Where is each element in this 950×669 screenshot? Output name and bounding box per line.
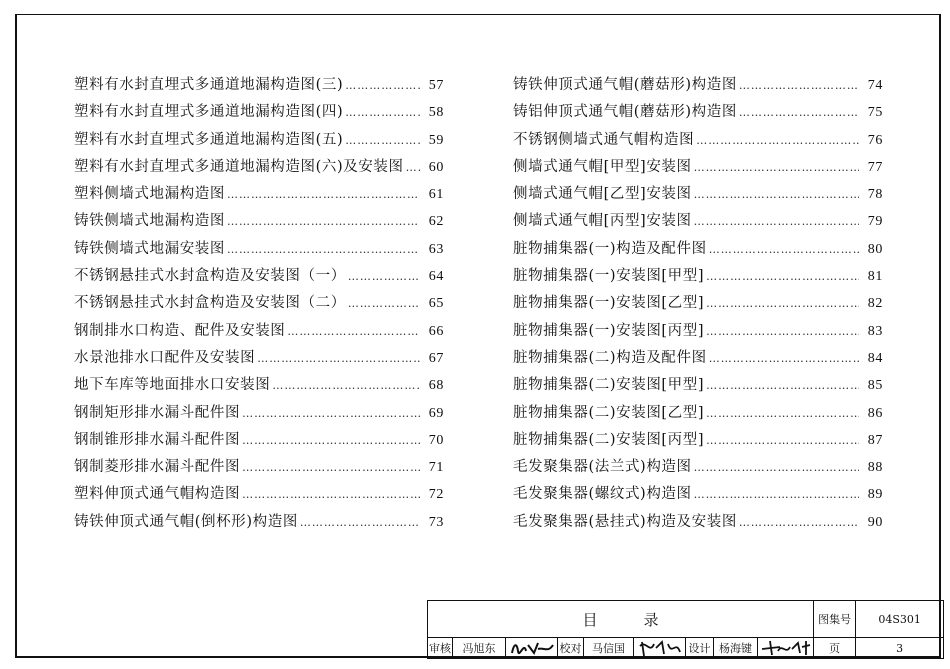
toc-entry-title: 毛发聚集器(悬挂式)构造及安装图: [513, 513, 737, 530]
dot-leader: [227, 188, 420, 201]
toc-entry: [74, 373, 444, 400]
toc-right-column: [513, 73, 883, 537]
dot-leader: [706, 325, 859, 338]
toc-entry: [513, 128, 883, 155]
dot-leader: [227, 243, 420, 256]
dot-leader: [694, 488, 859, 501]
toc-entry-title: 钢制锥形排水漏斗配件图: [74, 431, 241, 448]
dot-leader: [345, 106, 420, 119]
toc-entry-page: 74: [867, 78, 883, 93]
toc-entry: [513, 482, 883, 509]
toc-entry-page: 58: [428, 105, 444, 121]
toc-entry: [513, 264, 883, 291]
toc-entry-title: 毛发聚集器(法兰式)构造图: [513, 459, 692, 476]
toc-entry-page: 76: [867, 132, 883, 148]
toc-left-column: [74, 73, 444, 537]
toc-entry-title: 侧墙式通气帽[丙型]安装图: [513, 213, 692, 230]
toc-entry: [513, 319, 883, 346]
toc-entry-page: 86: [867, 405, 883, 421]
dot-leader: [694, 215, 859, 228]
page-label: 页: [814, 638, 856, 659]
toc-entry: [74, 291, 444, 318]
toc-entry-page: 88: [867, 460, 883, 476]
toc-entry: [74, 73, 444, 100]
toc-entry-page: 62: [428, 214, 444, 230]
toc-entry-page: 84: [867, 350, 883, 366]
dot-leader: [300, 516, 420, 529]
toc-entry: [513, 155, 883, 182]
dot-leader: [272, 379, 420, 392]
toc-entry: [74, 237, 444, 264]
toc-entry-page: 59: [428, 132, 444, 148]
toc-entry-page: 67: [428, 350, 444, 366]
page-number: 3: [856, 638, 944, 659]
toc-entry-title: 不锈钢侧墙式通气帽构造图: [513, 131, 695, 148]
dot-leader: [287, 325, 420, 338]
toc-entry-title: 塑料有水封直埋式多通道地漏构造图(四): [74, 104, 344, 121]
toc-entry-title: 钢制菱形排水漏斗配件图: [74, 459, 241, 476]
toc-entry-page: 71: [428, 460, 444, 476]
toc-entry: [513, 291, 883, 318]
toc-entry-page: 85: [867, 378, 883, 394]
dot-leader: [739, 516, 859, 529]
toc-entry-title: 铸铝伸顶式通气帽(蘑菇形)构造图: [513, 104, 737, 121]
dot-leader: [706, 297, 859, 310]
toc-entry-title: 脏物捕集器(一)安装图[丙型]: [513, 322, 705, 339]
review-label: 审核: [428, 638, 453, 659]
toc-entry-title: 铸铁伸顶式通气帽(倒杯形)构造图: [74, 513, 298, 530]
toc-entry-page: 57: [428, 78, 444, 93]
dot-leader: [709, 352, 859, 365]
toc-entry-page: 75: [867, 105, 883, 121]
toc-entry-title: 塑料侧墙式地漏构造图: [74, 186, 225, 203]
toc-entry-title: 脏物捕集器(二)构造及配件图: [513, 349, 707, 366]
toc-entry-title: 脏物捕集器(一)安装图[乙型]: [513, 295, 705, 312]
toc-entry: [513, 401, 883, 428]
toc-entry-title: 铸铁侧墙式地漏安装图: [74, 240, 225, 257]
dot-leader: [706, 407, 859, 420]
title-block: [427, 600, 944, 659]
toc-entry-page: 68: [428, 378, 444, 394]
toc-entry-page: 61: [428, 187, 444, 203]
toc-entry: [513, 510, 883, 537]
dot-leader: [709, 243, 859, 256]
toc-entry-page: 70: [428, 432, 444, 448]
dot-leader: [242, 407, 420, 420]
toc-entry-page: 83: [867, 323, 883, 339]
toc-entry-page: 77: [867, 159, 883, 175]
toc-entry-title: 脏物捕集器(一)安装图[甲型]: [513, 268, 705, 285]
toc-entry-page: 66: [428, 323, 444, 339]
dot-leader: [257, 352, 420, 365]
design-label: 设计: [686, 638, 714, 659]
toc-entry: [74, 510, 444, 537]
dot-leader: [242, 461, 420, 474]
toc-entry-page: 79: [867, 214, 883, 230]
toc-entry-title: 脏物捕集器(一)构造及配件图: [513, 240, 707, 257]
toc-entry-page: 89: [867, 487, 883, 503]
toc-entry: [74, 428, 444, 455]
toc-entry-title: 塑料有水封直埋式多通道地漏构造图(五): [74, 131, 344, 148]
toc-entry-page: 64: [428, 269, 444, 285]
toc-entry-title: 水景池排水口配件及安装图: [74, 349, 256, 366]
toc-entry: [74, 455, 444, 482]
dot-leader: [242, 434, 420, 447]
toc-entry: [74, 182, 444, 209]
toc-entry-title: 不锈钢悬挂式水封盒构造及安装图（二）: [74, 295, 346, 312]
toc-entry-title: 脏物捕集器(二)安装图[丙型]: [513, 431, 705, 448]
toc-entry-title: 不锈钢悬挂式水封盒构造及安装图（一）: [74, 268, 346, 285]
toc-entry-title: 脏物捕集器(二)安装图[甲型]: [513, 377, 705, 394]
check-label: 校对: [558, 638, 584, 659]
atlas-number: 04S301: [856, 601, 944, 638]
toc-entry: [74, 319, 444, 346]
toc-entry-page: 63: [428, 241, 444, 257]
toc-entry-page: 60: [428, 159, 444, 175]
toc-entry: [513, 209, 883, 236]
toc-entry: [74, 401, 444, 428]
toc-entry-title: 塑料有水封直埋式多通道地漏构造图(三): [74, 77, 344, 93]
toc-entry: [74, 100, 444, 127]
toc-entry: [513, 237, 883, 264]
atlas-number-label: 图集号: [814, 601, 856, 638]
checker-name: 马信国: [584, 638, 634, 659]
toc-entry: [513, 428, 883, 455]
toc-entry: [513, 373, 883, 400]
checker-signature: [634, 638, 686, 659]
toc-entry-page: 73: [428, 514, 444, 530]
dot-leader: [345, 134, 420, 147]
reviewer-name: 冯旭东: [453, 638, 506, 659]
toc-entry: [513, 100, 883, 127]
dot-leader: [739, 79, 859, 92]
toc-entry-title: 钢制排水口构造、配件及安装图: [74, 322, 286, 339]
dot-leader: [696, 134, 859, 147]
dot-leader: [406, 161, 420, 174]
toc-entry: [513, 455, 883, 482]
dot-leader: [345, 79, 420, 92]
toc-entry-page: 72: [428, 487, 444, 503]
toc-entry: [513, 73, 883, 100]
dot-leader: [694, 161, 859, 174]
dot-leader: [348, 270, 420, 283]
toc-entry-title: 铸铁侧墙式地漏构造图: [74, 213, 225, 230]
reviewer-signature: [506, 638, 558, 659]
designer-name: 杨海键: [714, 638, 758, 659]
toc-entry-page: 80: [867, 241, 883, 257]
dot-leader: [242, 488, 420, 501]
toc-entry-page: 78: [867, 187, 883, 203]
dot-leader: [694, 188, 859, 201]
dot-leader: [706, 434, 859, 447]
toc-entry-page: 69: [428, 405, 444, 421]
toc-entry-page: 87: [867, 432, 883, 448]
toc-entry: [513, 182, 883, 209]
dot-leader: [706, 270, 859, 283]
toc-entry: [74, 264, 444, 291]
toc-entry: [513, 346, 883, 373]
toc-entry-title: 塑料伸顶式通气帽构造图: [74, 486, 241, 503]
dot-leader: [227, 215, 420, 228]
toc-entry-page: 82: [867, 296, 883, 312]
toc-entry: [74, 155, 444, 182]
toc-entry-title: 毛发聚集器(螺纹式)构造图: [513, 486, 692, 503]
toc-entry-title: 地下车库等地面排水口安装图: [74, 377, 271, 394]
designer-signature: [758, 638, 814, 659]
toc-entry: [74, 346, 444, 373]
toc-entry: [74, 482, 444, 509]
toc-entry-title: 侧墙式通气帽[甲型]安装图: [513, 158, 692, 175]
toc-entry-title: 钢制矩形排水漏斗配件图: [74, 404, 241, 421]
dot-leader: [694, 461, 859, 474]
dot-leader: [706, 379, 859, 392]
toc-entry-title: 脏物捕集器(二)安装图[乙型]: [513, 404, 705, 421]
toc-entry-title: 铸铁伸顶式通气帽(蘑菇形)构造图: [513, 77, 737, 93]
toc-entry-page: 81: [867, 269, 883, 285]
toc-entry-title: 侧墙式通气帽[乙型]安装图: [513, 186, 692, 203]
toc-entry-page: 65: [428, 296, 444, 312]
toc-entry: [74, 209, 444, 236]
toc-entry: [74, 128, 444, 155]
drawing-title: 目录: [428, 601, 814, 638]
toc-entry-page: 90: [867, 514, 883, 530]
dot-leader: [348, 297, 420, 310]
toc-entry-title: 塑料有水封直埋式多通道地漏构造图(六)及安装图: [74, 158, 404, 175]
dot-leader: [739, 106, 859, 119]
